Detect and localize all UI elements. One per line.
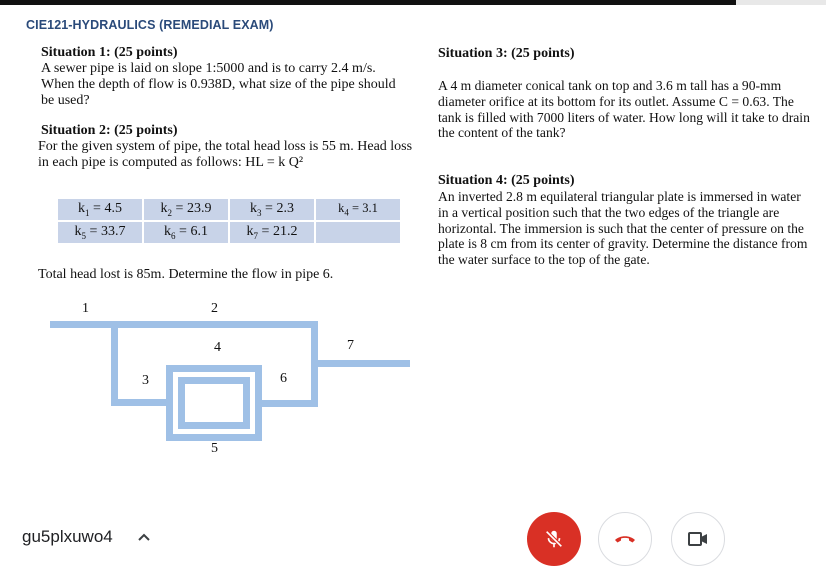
- situation-4: [438, 173, 814, 268]
- presentation-slide: [0, 5, 826, 494]
- k-cell-empty: [316, 222, 400, 243]
- situation-3-heading: Situation 3: (25 points): [438, 46, 575, 61]
- leave-call-button[interactable]: [598, 512, 652, 566]
- pipe-label-2: 2: [211, 301, 218, 316]
- situation-2: [38, 123, 413, 171]
- pipe-segment: [255, 365, 262, 441]
- camera-icon: [686, 527, 710, 551]
- situation-2-text: [38, 139, 413, 171]
- situation-1-text: A sewer pipe is laid on slope 1:5000 and is to carry 2.4 m/s. When the depth of flow is 0.938D, what size of the pipe should be used?: [41, 61, 396, 108]
- pipe-segment: [178, 422, 250, 429]
- k-cell: $k_4 = 3.1$: [316, 199, 400, 220]
- meeting-code[interactable]: gu5plxuwo4: [22, 527, 113, 546]
- situation-4-heading: Situation 4: (25 points): [438, 173, 575, 188]
- pipe-segment: [318, 360, 410, 367]
- pipe-segment: [111, 328, 118, 406]
- situation-1-heading: Situation 1: (25 points): [41, 45, 178, 60]
- camera-toggle-button[interactable]: [671, 512, 725, 566]
- pipe-label-5: 5: [211, 441, 218, 456]
- situation-3-text: A 4 m diameter conical tank on top and 3.6 m tall has a 90-mm diameter orifice at its bottom for its outlet. Assume C = 0.63. The tank is filled with 7000 liters of water. How long will it take to drain the content of the tank?: [438, 78, 810, 141]
- situation-3: [438, 46, 810, 141]
- pipe-label-7: 7: [347, 338, 354, 353]
- pipe-segment: [111, 399, 169, 406]
- k-cell: $k_1 = 4.5$: [58, 199, 142, 220]
- pipe-segment: [262, 400, 318, 407]
- pipe-label-4: 4: [214, 340, 221, 355]
- k-cell: $k_7 = 21.2$: [230, 222, 314, 243]
- pipe-segment: [166, 434, 262, 441]
- chevron-up-icon[interactable]: [137, 530, 151, 544]
- situation-4-text: An inverted 2.8 m equilateral triangular plate is immersed in water in a vertical position such that the two edges of the triangle are horizontal. The immersion is such that the center of pressure on the plate is 8 cm from its center of gravity. Determine the distance from the water surface to the top of the gate.: [438, 189, 808, 268]
- slide-title: CIE121-HYDRAULICS (REMEDIAL EXAM): [26, 18, 274, 32]
- k-cell: $k_5 = 33.7$: [58, 222, 142, 243]
- pipe-label-1: 1: [82, 301, 89, 316]
- pipe-segment: [311, 328, 318, 404]
- k-cell: $k_3 = 2.3$: [230, 199, 314, 220]
- total-head-text: Total head lost is 85m. Determine the flow in pipe 6.: [38, 267, 334, 282]
- pipe-segment: [50, 321, 318, 328]
- situation-1: [41, 45, 411, 109]
- mic-off-icon: [543, 528, 565, 550]
- k-cell: $k_2 = 23.9$: [144, 199, 228, 220]
- pipe-segment: [166, 365, 262, 372]
- pipe-label-3: 3: [142, 373, 149, 388]
- table-row: [58, 222, 400, 243]
- situation-2-text-main: For the given system of pipe, the total head loss is 55 m. Head loss in each pipe is computed as follows: HL = k Q²: [38, 139, 413, 170]
- mic-toggle-button[interactable]: [527, 512, 581, 566]
- situation-2-heading: Situation 2: (25 points): [41, 123, 178, 138]
- k-coefficient-table: [56, 197, 402, 245]
- phone-hangup-icon: [612, 526, 638, 552]
- pipe-label-6: 6: [280, 371, 287, 386]
- pipe-segment: [178, 377, 250, 384]
- k-cell: $k_6 = 6.1$: [144, 222, 228, 243]
- pipe-segment: [166, 365, 173, 441]
- table-row: [58, 199, 400, 220]
